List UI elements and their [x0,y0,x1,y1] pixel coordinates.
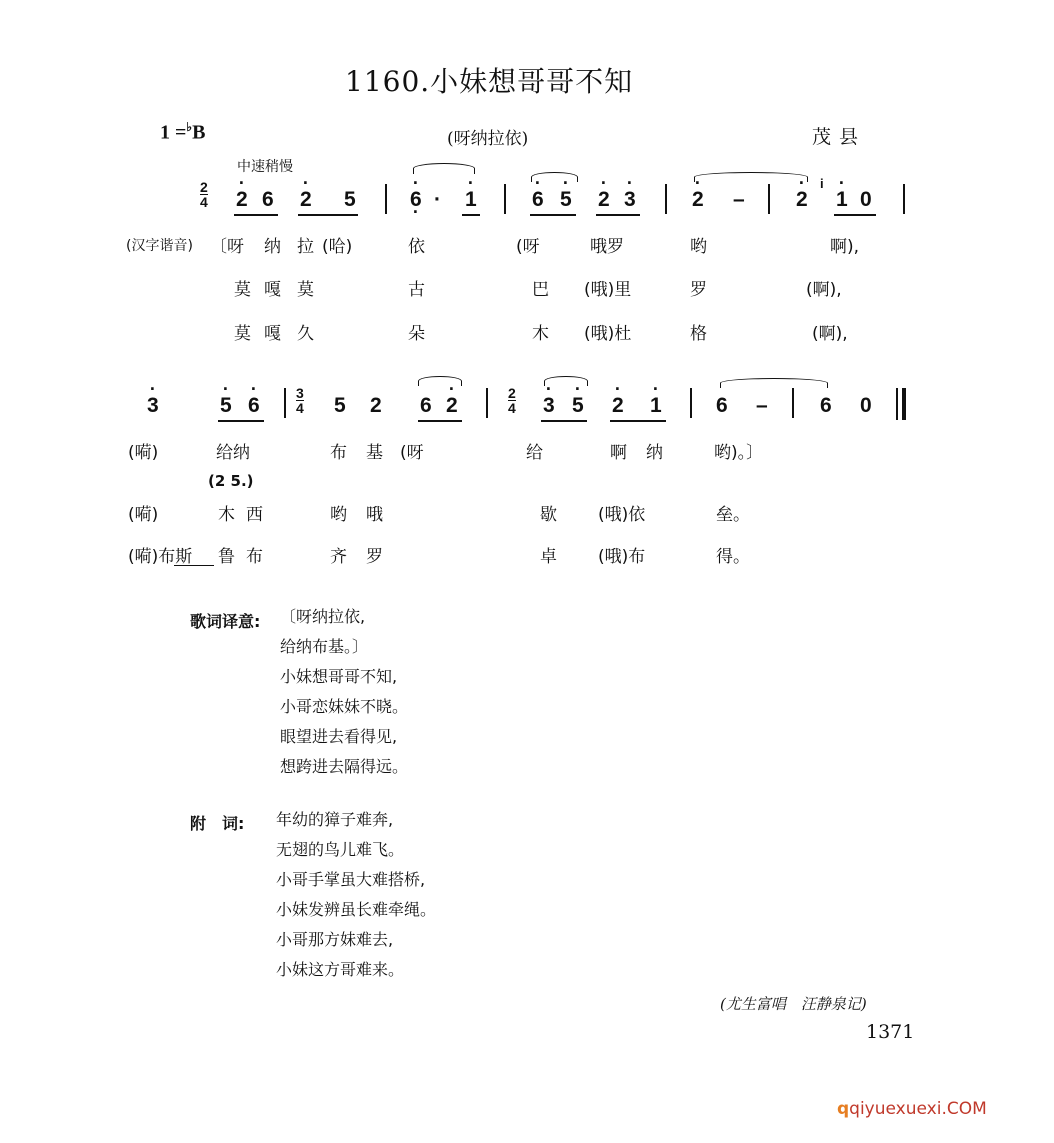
appendix-line: 无翅的鸟儿难飞。 [276,840,405,859]
lyric: 久 [297,324,314,344]
meaning-line: 小哥恋妹妹不晓。 [280,697,409,716]
beam [596,214,640,216]
lyric: 朵 [408,324,425,344]
lyric: (嗬) [128,443,159,463]
appendix-line: 小哥手掌虽大难搭桥, [276,870,426,889]
note: · 6 · [410,188,422,212]
appendix-line: 小妹这方哥难来。 [276,960,405,979]
note: 6 [262,188,274,211]
watermark-domain: .COM [941,1099,987,1119]
appendix-text [276,805,436,985]
lyric: 拉 [297,237,314,257]
lyric: 啊), [830,237,860,257]
lyric: 歇 [540,505,557,525]
lyric: 巴 [532,280,549,300]
flat-sign: ♭ [186,120,193,134]
lyric: (啊), [806,280,842,300]
lyric: 格 [690,324,707,344]
beam [418,420,462,422]
barline [768,184,770,214]
underline [174,565,214,566]
lyric: 莫 [234,280,251,300]
lyric: (哦)里 [584,280,632,300]
lyric: 得。 [716,547,750,567]
meaning-line: 〔呀纳拉依, [280,607,366,626]
final-barline-thin [896,388,898,420]
appendix-line: 年幼的獐子难奔, [276,810,394,829]
lyric: (哦)布 [598,547,646,567]
note: · 2 [598,188,610,212]
barline [486,388,488,418]
note: · 1 [836,188,848,212]
variant-notes: (2 5.) [208,472,254,490]
lyric: 哟)。〕 [714,443,764,463]
note: 2 [370,394,382,417]
lyric: 卓 [540,547,557,567]
key-signature [160,120,205,145]
lyric: 给 [526,443,543,463]
beam [234,214,278,216]
barline [665,184,667,214]
lyric: (呀 [400,443,424,463]
appendix-line: 小妹发辨虽长难牵绳。 [276,900,437,919]
note: 6 [820,394,832,417]
lyric: 罗 [690,280,707,300]
beam [462,214,480,216]
appendix-label: 附 词: [190,814,245,833]
lyric: (哦)杜 [584,324,632,344]
barline [903,184,905,214]
lyric-label: (汉字谐音) [126,238,193,254]
tie [720,378,828,388]
note: · 3 [624,188,636,212]
lyric: 给纳 [216,443,250,463]
barline [504,184,506,214]
time-signature [200,180,208,209]
note: · 2 [796,188,808,212]
note-fermata: · 3 [147,394,159,418]
meaning-text [280,602,408,782]
lyric: (哦)依 [598,505,646,525]
lyric: 嘎 [264,280,281,300]
beam [298,214,358,216]
note: · 3 [543,394,555,418]
note: · 5 [560,188,572,212]
ts-top: 3 [296,385,304,401]
watermark-logo-icon: q [837,1099,850,1119]
tie [694,172,808,182]
lyric: 哦 [366,505,383,525]
lyric: 哟 [690,237,707,257]
rest: 0 [860,394,872,417]
lyric: 啊 [610,443,627,463]
page-number: 1371 [866,1021,915,1043]
lyric: 纳 [264,237,281,257]
ts-bottom: 4 [508,400,516,416]
lyric: (呀 [516,237,540,257]
meaning-line: 小妹想哥哥不知, [280,667,398,686]
note: · 2 [300,188,312,212]
note: · 2 [446,394,458,418]
lyric: 莫 [297,280,314,300]
lyric: 哦罗 [590,237,624,257]
lyric: 布 [330,443,347,463]
lyric: 木 [218,505,235,525]
lyric: 嘎 [264,324,281,344]
meaning-label: 歌词译意: [190,612,261,631]
time-signature [296,386,304,415]
song-region: 茂县 [812,126,867,148]
note: · 5 [572,394,584,418]
ts-top: 2 [508,385,516,401]
note: · 1 [465,188,477,212]
lyric: 莫 [234,324,251,344]
credit-line: (尤生富唱 汪静泉记) [720,995,867,1013]
beam [218,420,264,422]
note: 6 [716,394,728,417]
lyric: 木 [532,324,549,344]
time-signature [508,386,516,415]
watermark [837,1099,987,1119]
lyric: 纳 [646,443,663,463]
lyric: 垒。 [716,505,750,525]
note-dot: · [434,188,441,211]
beam [541,420,587,422]
slur [418,376,462,386]
lyric: (嗬)布斯 [128,547,193,567]
meaning-line: 眼望进去看得见, [280,727,398,746]
beam [530,214,576,216]
final-barline-thick [902,388,906,420]
lyric: 依 [408,237,425,257]
meaning-line: 给纳布基。〕 [280,637,369,656]
grace-note: i [820,176,824,191]
note: · 2 [236,188,248,212]
song-style: (呀纳拉依) [447,129,529,149]
barline [690,388,692,418]
note: 5 [334,394,346,417]
ts-top: 2 [200,179,208,195]
lyric: 古 [408,280,425,300]
slur [413,163,475,174]
lyric: 基 [366,443,383,463]
barline [792,388,794,418]
lyric: 〔呀 [210,237,244,257]
note: · 6 [248,394,260,418]
barline [385,184,387,214]
lyric: 鲁 [218,547,235,567]
lyric: 布 [246,547,263,567]
lyric: 罗 [366,547,383,567]
key-note: B [192,121,206,144]
note: 6 [420,394,432,417]
note: · 6 [532,188,544,212]
beam [834,214,876,216]
beam [610,420,666,422]
tempo-marking: 中速稍慢 [237,159,293,175]
key-prefix: 1 = [160,121,187,144]
dash: – [756,394,768,417]
lyric: 齐 [330,547,347,567]
note: · 2 [692,188,704,212]
watermark-brand: qiyuexuexi [849,1099,942,1119]
note: · 2 [612,394,624,418]
page-title: 1160.小妹想哥哥不知 [345,65,634,98]
appendix-line: 小哥那方妹难去, [276,930,394,949]
note: 5 [344,188,356,211]
lyric: 哟 [330,505,347,525]
lyric: (啊), [812,324,848,344]
dash: – [733,188,745,211]
meaning-line: 想跨进去隔得远。 [280,757,409,776]
barline [284,388,286,418]
ts-bottom: 4 [200,194,208,210]
note: · 5 [220,394,232,418]
lyric: (嗬) [128,505,159,525]
lyric: 西 [246,505,263,525]
note: · 1 [650,394,662,418]
ts-bottom: 4 [296,400,304,416]
rest: 0 [860,188,872,211]
lyric: (哈) [322,237,353,257]
